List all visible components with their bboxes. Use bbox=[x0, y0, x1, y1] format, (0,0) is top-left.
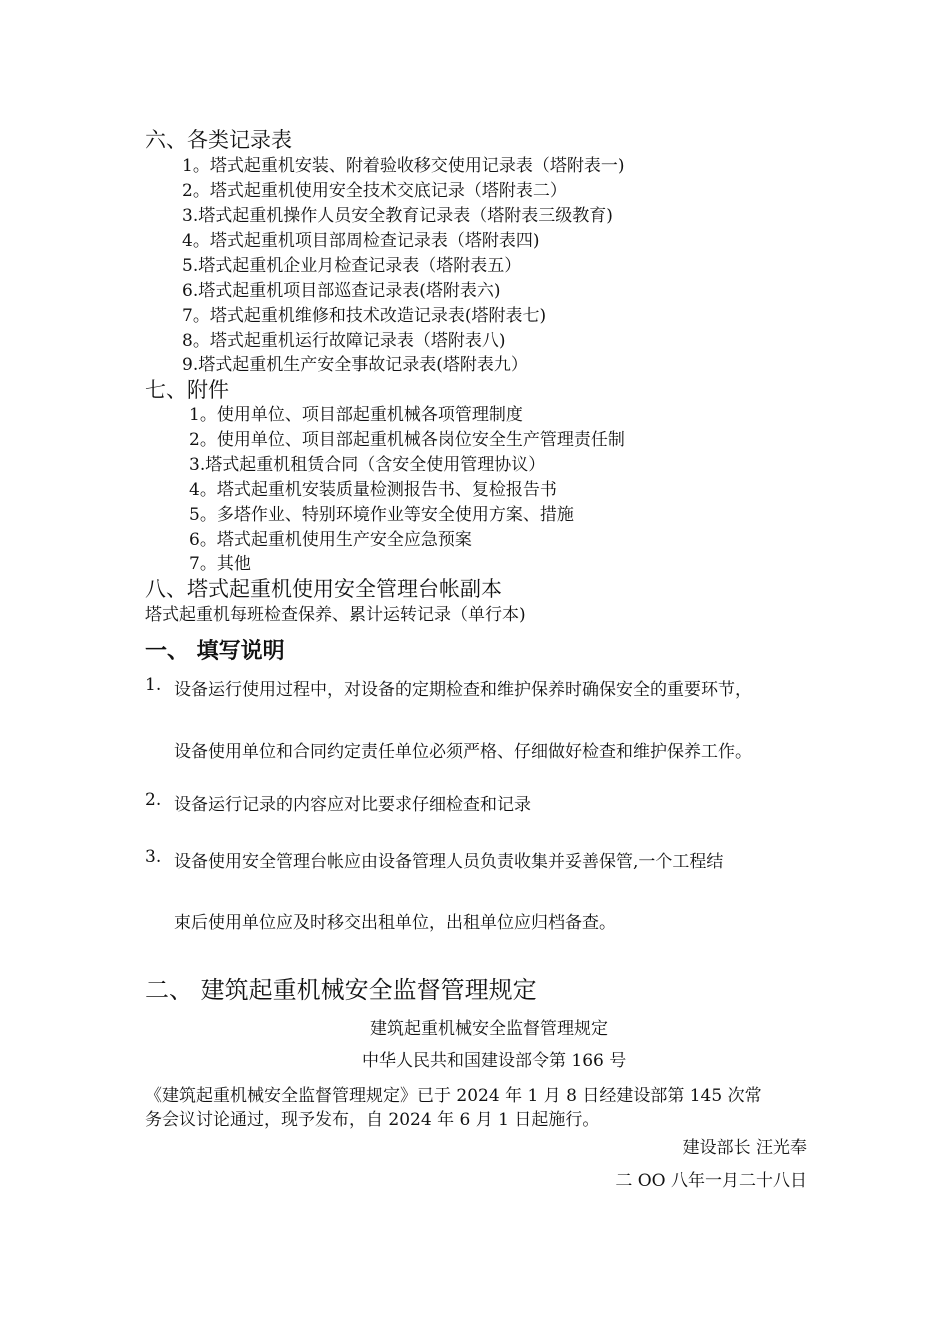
instruction-continuation: 设备使用单位和合同约定责任单位必须严格、仔细做好检查和维护保养工作。 bbox=[174, 742, 752, 762]
list-item: 1。使用单位、项目部起重机械各项管理制度 bbox=[189, 405, 523, 425]
instructions-heading: 一、 填写说明 bbox=[145, 639, 285, 664]
list-item: 5。多塔作业、特别环境作业等安全使用方案、措施 bbox=[189, 505, 574, 525]
list-item: 5.塔式起重机企业月检查记录表（塔附表五） bbox=[182, 256, 522, 276]
section-6-title: 六、各类记录表 bbox=[145, 128, 292, 152]
list-item: 2。塔式起重机使用安全技术交底记录（塔附表二） bbox=[182, 181, 567, 201]
list-item: 7。塔式起重机维修和技术改造记录表(塔附表七) bbox=[182, 306, 547, 326]
regulation-body: 《建筑起重机械安全监督管理规定》已于 2024 年 1 月 8 日经建设部第 145 次常 bbox=[145, 1086, 762, 1106]
list-item: 3.塔式起重机操作人员安全教育记录表（塔附表三级教育) bbox=[182, 206, 613, 226]
instruction-continuation: 束后使用单位应及时移交出租单位，出租单位应归档备查。 bbox=[174, 913, 616, 933]
section-8-title: 八、塔式起重机使用安全管理台帐副本 bbox=[145, 577, 502, 601]
instruction-number: 1. bbox=[145, 675, 162, 695]
list-item: 6。塔式起重机使用生产安全应急预案 bbox=[189, 530, 472, 550]
list-item: 9.塔式起重机生产安全事故记录表(塔附表九） bbox=[182, 355, 528, 375]
regulation-title: 建筑起重机械安全监督管理规定 bbox=[370, 1019, 608, 1039]
section-7-title: 七、附件 bbox=[145, 378, 229, 402]
list-item: 8。塔式起重机运行故障记录表（塔附表八) bbox=[182, 331, 506, 351]
instruction-text: 设备使用安全管理台帐应由设备管理人员负责收集并妥善保管,一个工程结 bbox=[174, 852, 724, 872]
list-item: 4。塔式起重机项目部周检查记录表（塔附表四) bbox=[182, 231, 540, 251]
list-item: 6.塔式起重机项目部巡查记录表(塔附表六) bbox=[182, 281, 501, 301]
instruction-number: 2. bbox=[145, 790, 162, 810]
list-item: 7。其他 bbox=[189, 554, 251, 574]
regulation-body: 务会议讨论通过，现予发布，自 2024 年 6 月 1 日起施行。 bbox=[145, 1110, 600, 1130]
list-item: 2。使用单位、项目部起重机械各岗位安全生产管理责任制 bbox=[189, 430, 625, 450]
list-item: 3.塔式起重机租赁合同（含安全使用管理协议） bbox=[189, 455, 546, 475]
instruction-number: 3. bbox=[145, 847, 162, 867]
section-8-subtitle: 塔式起重机每班检查保养、累计运转记录（单行本) bbox=[145, 605, 526, 625]
instruction-text: 设备运行记录的内容应对比要求仔细检查和记录 bbox=[174, 795, 531, 815]
regulation-heading: 二、 建筑起重机械安全监督管理规定 bbox=[145, 976, 537, 1004]
list-item: 4。塔式起重机安装质量检测报告书、复检报告书 bbox=[189, 480, 557, 500]
instruction-text: 设备运行使用过程中，对设备的定期检查和维护保养时确保安全的重要环节， bbox=[174, 680, 752, 700]
regulation-order: 中华人民共和国建设部令第 166 号 bbox=[362, 1051, 627, 1071]
regulation-date: 二 OO 八年一月二十八日 bbox=[615, 1171, 807, 1191]
list-item: 1。塔式起重机安装、附着验收移交使用记录表（塔附表一) bbox=[182, 156, 625, 176]
regulation-signature: 建设部长 汪光奉 bbox=[682, 1138, 807, 1158]
